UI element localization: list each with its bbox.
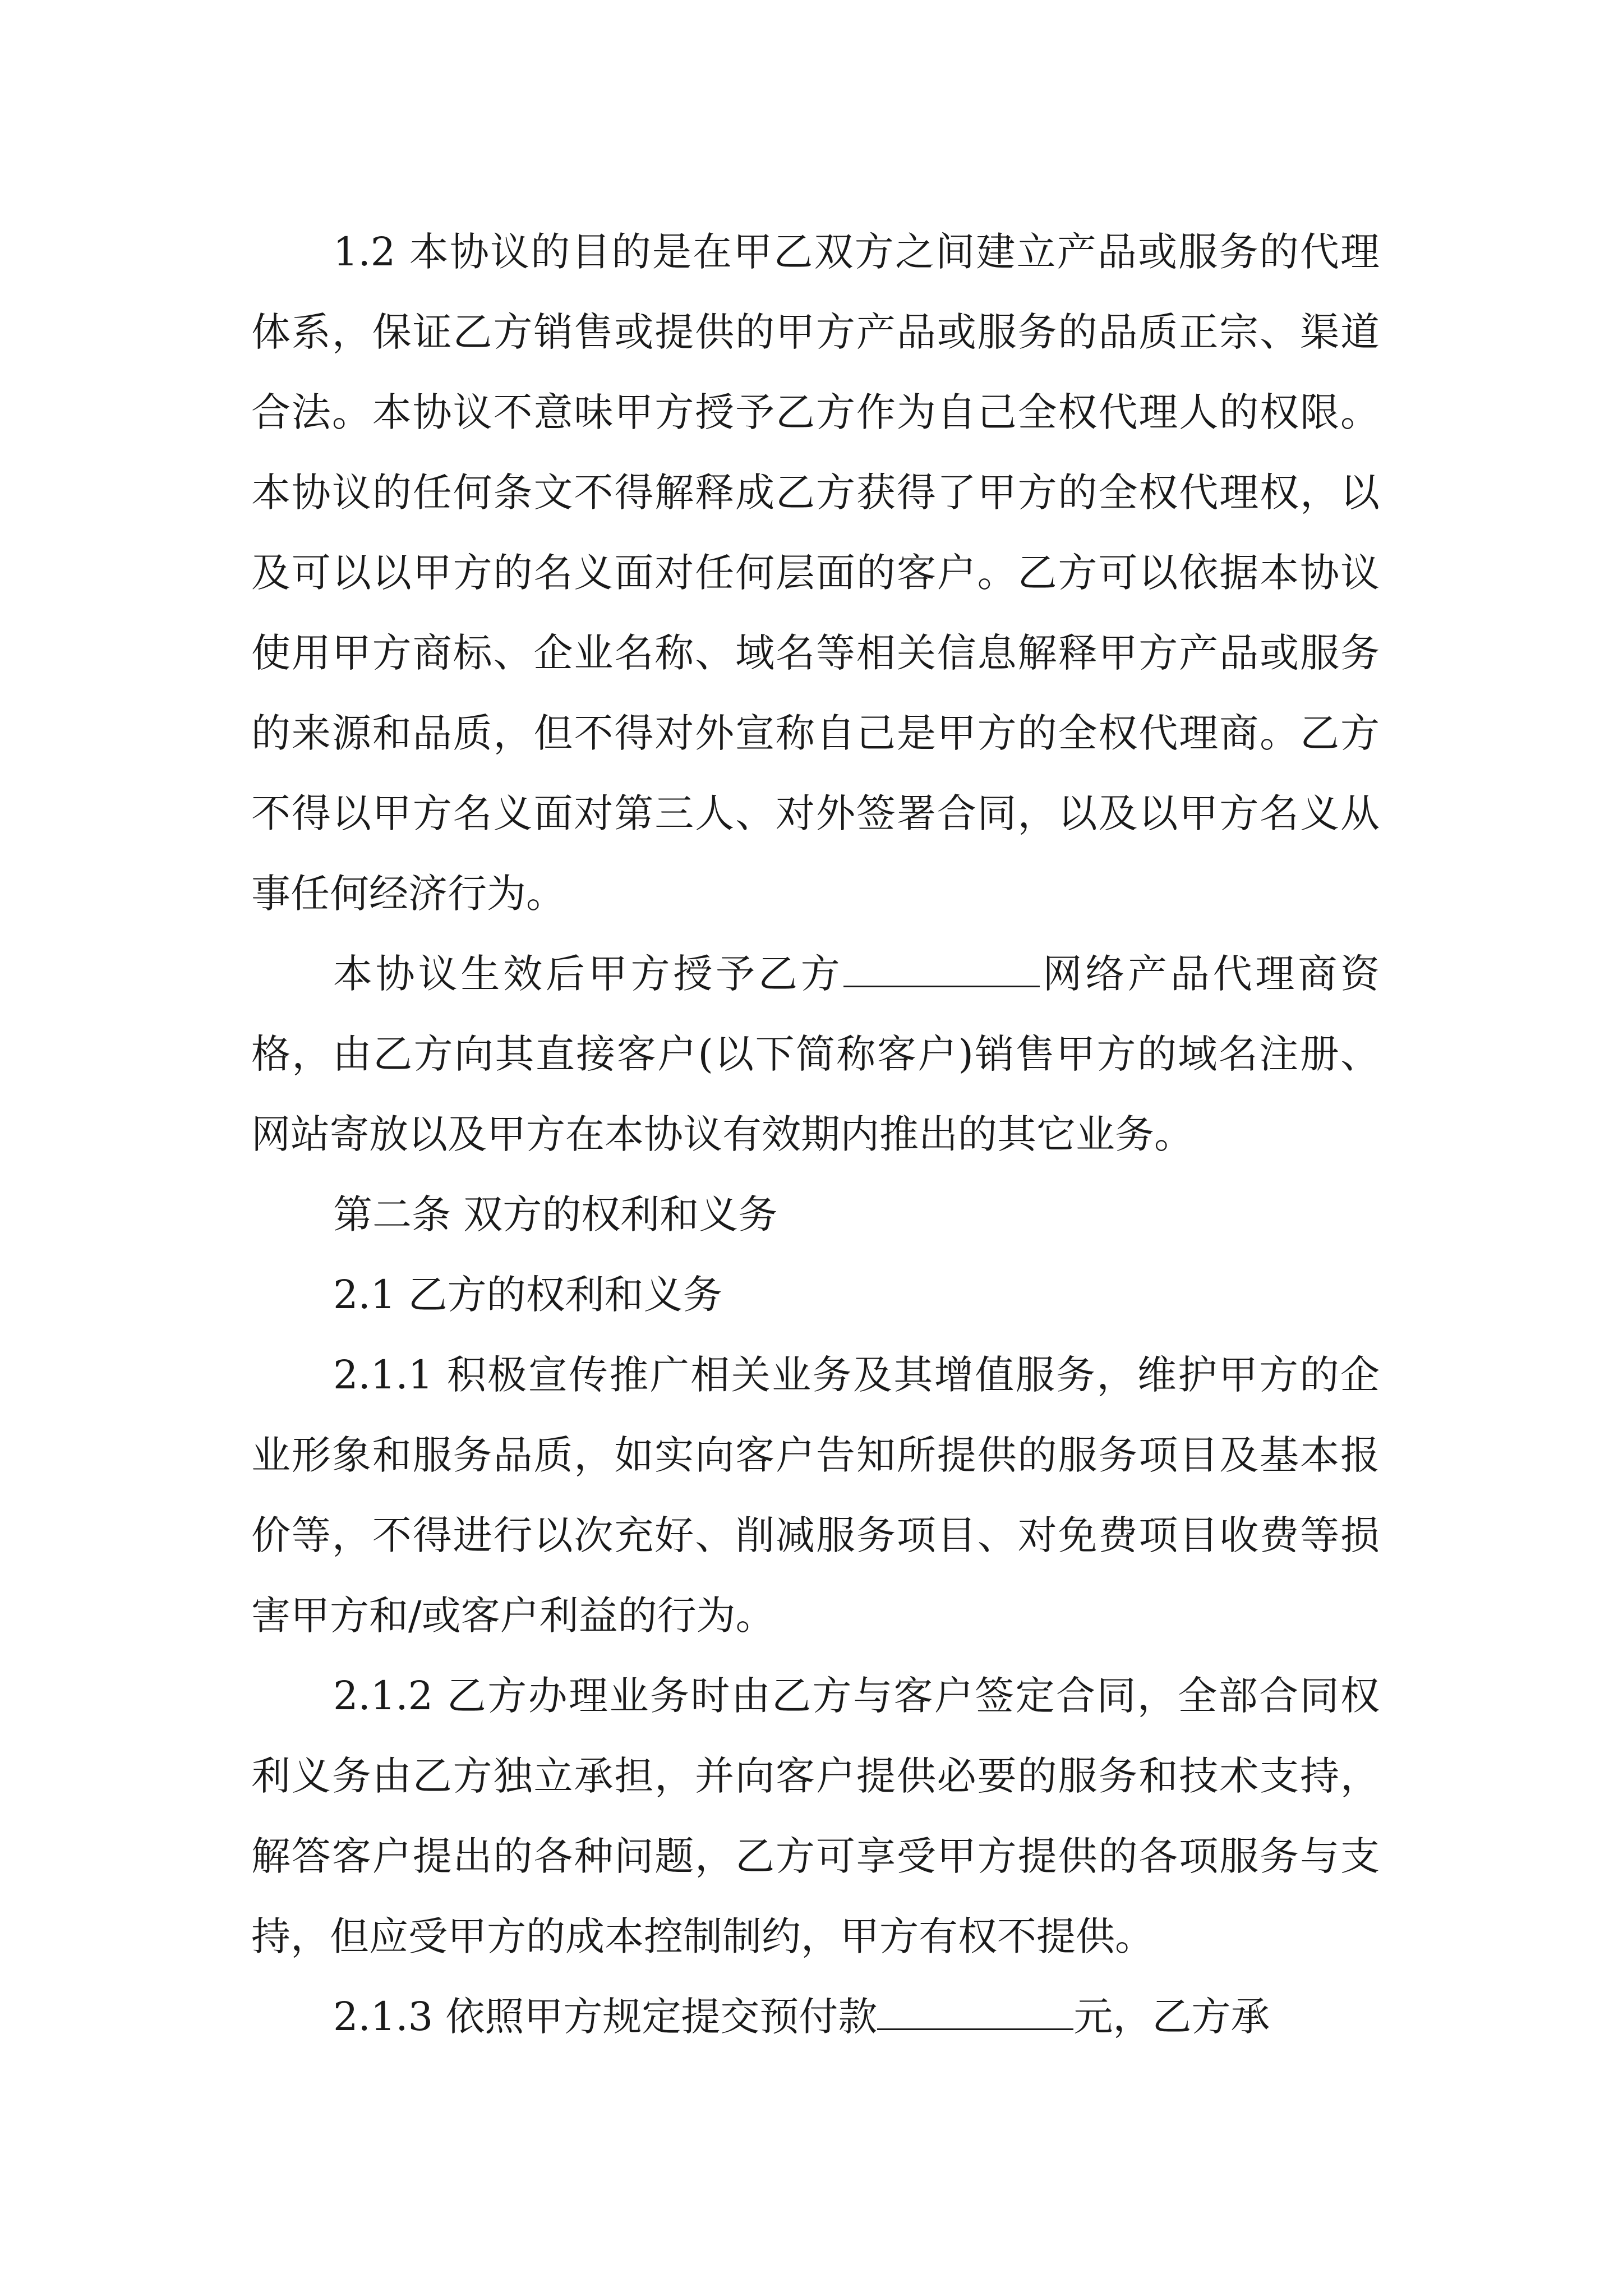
section-2-1-title: 2.1 乙方的权利和义务: [333, 1272, 722, 1318]
prepayment-text-after: 元，乙方承: [1073, 1994, 1270, 2040]
blank-line-agent-name: [843, 952, 1040, 987]
grant-text-after: 网络产品代理商资格，由乙方向其直接客户(以下简称客户)销售甲方的域名注册、网站寄放以及甲方在本协议有效期内推出的其它业务。: [251, 951, 1380, 1157]
paragraph-2-1-3: [251, 1977, 1380, 2057]
article-2-title: 第二条 双方的权利和义务: [333, 1191, 778, 1237]
prepayment-text-before: 2.1.3 依照甲方规定提交预付款: [333, 1994, 878, 2040]
document-body: [251, 212, 1380, 2057]
paragraph-2-1-2: 2.1.2 乙方办理业务时由乙方与客户签定合同，全部合同权利义务由乙方独立承担，并向客户提供必要的服务和技术支持，解答客户提出的各种问题，乙方可享受甲方提供的各项服务与支持，但应受甲方的成本控制制约，甲方有权不提供。: [251, 1673, 1380, 1959]
paragraph-1-2: 1.2 本协议的目的是在甲乙双方之间建立产品或服务的代理体系，保证乙方销售或提供的甲方产品或服务的品质正宗、渠道合法。本协议不意味甲方授予乙方作为自己全权代理人的权限。本协议的任何条文不得解释成乙方获得了甲方的全权代理权，以及可以以甲方的名义面对任何层面的客户。乙方可以依据本协议使用甲方商标、企业名称、域名等相关信息解释甲方产品或服务的来源和品质，但不得对外宣称自己是甲方的全权代理商。乙方不得以甲方名义面对第三人、对外签署合同，以及以甲方名义从事任何经济行为。: [251, 229, 1380, 917]
blank-line-prepayment-amount: [877, 1995, 1073, 2030]
grant-text-before: 本协议生效后甲方授予乙方: [333, 951, 843, 997]
paragraph-grant: [251, 934, 1380, 1175]
paragraph-2-1-1: 2.1.1 积极宣传推广相关业务及其增值服务，维护甲方的企业形象和服务品质，如实向客户告知所提供的服务项目及基本报价等，不得进行以次充好、削减服务项目、对免费项目收费等损害甲方和/或客户利益的行为。: [251, 1352, 1380, 1639]
